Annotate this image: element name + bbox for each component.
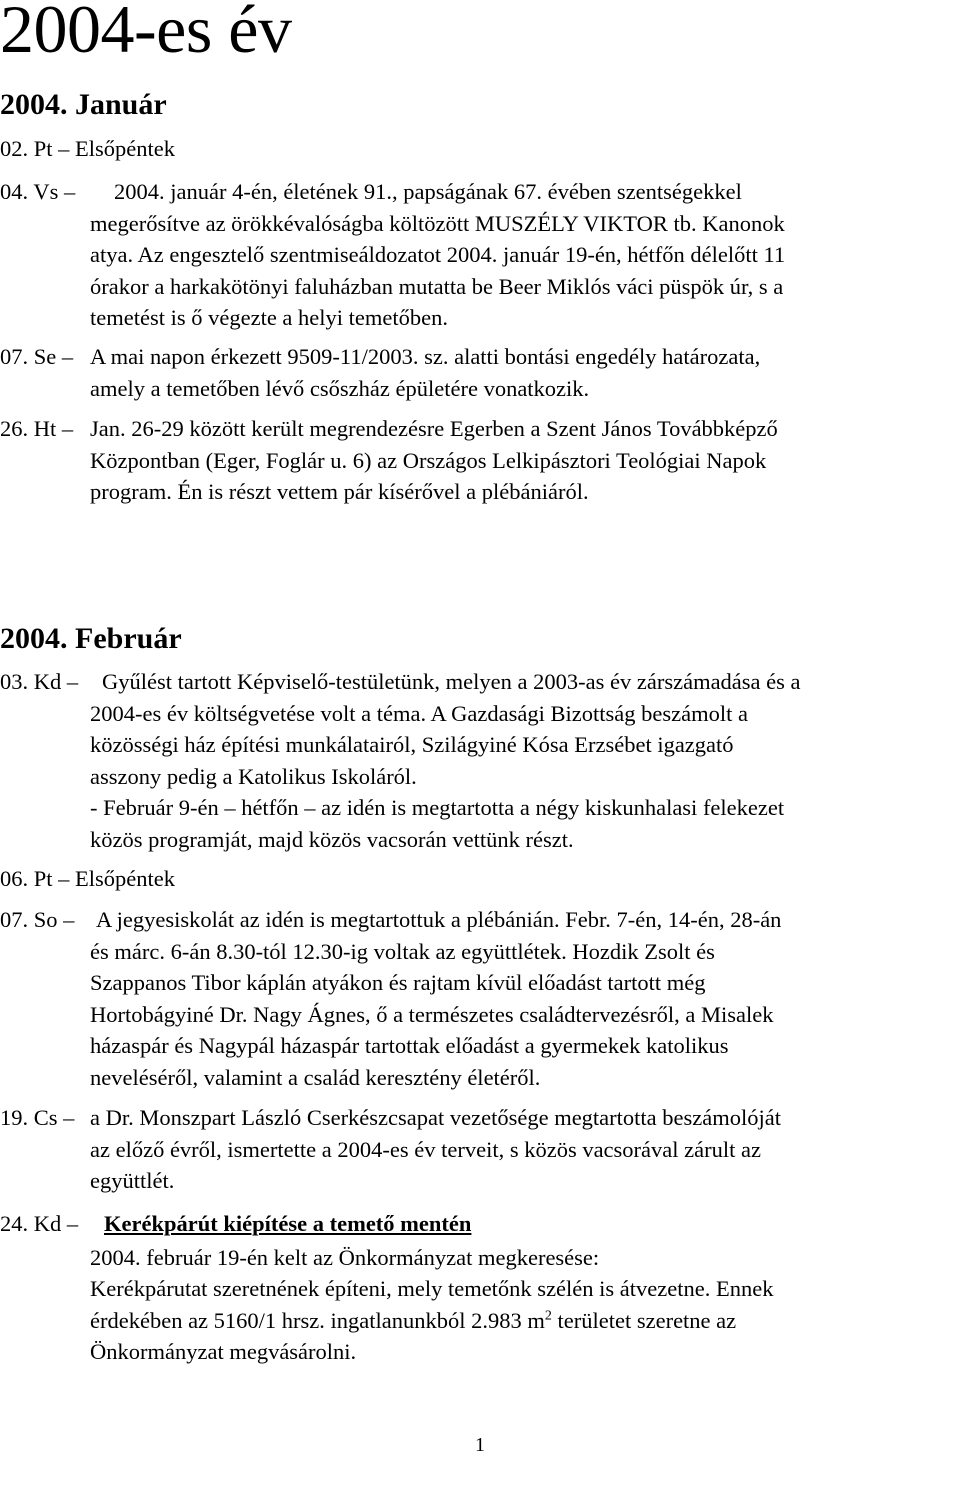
entry-line: [90, 1305, 958, 1337]
entry-date-label: 19. Cs –: [0, 1105, 81, 1130]
entry-date-label: 26. Ht –: [0, 416, 79, 441]
superscript: 2: [544, 1308, 552, 1323]
entry-feb-19: [0, 1102, 958, 1197]
entry-line: Kerékpárutat szeretnének építeni, mely temetőnk szélén is átvezetne. Ennek: [90, 1276, 774, 1301]
entry-line: 2004. január 4-én, életének 91., papságának 67. évében szentségekkel: [114, 179, 742, 204]
entry-date-label: 07. Se –: [0, 344, 79, 369]
entry-line: a Dr. Monszpart László Cserkészcsapat vezetősége megtartotta beszámolóját: [90, 1105, 781, 1130]
entry-jan-02: [0, 133, 958, 165]
entry-line: atya. Az engesztelő szentmiseáldozatot 2004. január 19-én, hétfőn délelőtt 11: [90, 242, 786, 267]
entry-feb-24: [0, 1208, 958, 1368]
entry-feb-07: [0, 904, 958, 1093]
entry-jan-04: [0, 176, 958, 334]
entry-line: 2004-es év költségvetése volt a téma. A Gazdasági Bizottság beszámolt a: [90, 700, 748, 726]
entry-line: Gyűlést tartott Képviselő-testületünk, melyen a 2003-as év zárszámadása és a: [102, 669, 801, 694]
entry-line: megerősítve az örökkévalóságba költözött MUSZÉLY VIKTOR tb. Kanonok: [90, 210, 785, 236]
entry-jan-07: [0, 341, 958, 404]
entry-line: asszony pedig a Katolikus Iskoláról.: [90, 763, 417, 789]
entry-line: - Február 9-én – hétfőn – az idén is megtartotta a négy kiskunhalasi felekezet: [90, 795, 785, 820]
entry-line: amely a temetőben lévő csőszház épületére vonatkozik.: [90, 375, 590, 401]
entry-line: és márc. 6-án 8.30-tól 12.30-ig voltak az együttlétek. Hozdik Zsolt és: [90, 938, 715, 964]
entry-text: 06. Pt – Elsőpéntek: [0, 866, 175, 891]
section-subheading: [104, 1208, 958, 1240]
entry-line: Központban (Eger, Foglár u. 6) az Országos Lelkipásztori Teológiai Napok: [90, 447, 767, 473]
entry-feb-03: [0, 666, 958, 855]
entry-line-part: területet szeretne az: [551, 1307, 737, 1333]
entry-line: együttlét.: [90, 1168, 175, 1193]
month-heading-february: 2004. Február: [0, 622, 182, 655]
entry-text: 02. Pt – Elsőpéntek: [0, 136, 175, 161]
entry-line: közösségi ház építési munkálatairól, Szilágyiné Kósa Erzsébet igazgató: [90, 732, 734, 757]
entry-line: közös programját, majd közös vacsorán vettünk részt.: [90, 826, 574, 852]
entry-line: neveléséről, valamint a család keresztény életéről.: [90, 1064, 541, 1090]
entry-date-label: 24. Kd –: [0, 1211, 84, 1236]
page-number: 1: [475, 1434, 485, 1456]
entry-line-part: érdekében az 5160/1 hrsz. ingatlanunkból 2.983 m: [90, 1307, 545, 1333]
entry-line: Szappanos Tibor káplán atyákon és rajtam kívül előadást tartott még: [90, 970, 706, 995]
entry-line: Jan. 26-29 között került megrendezésre Egerben a Szent János Továbbképző: [90, 416, 778, 441]
page-title: 2004-es év: [0, 0, 292, 67]
month-heading-january: 2004. Január: [0, 88, 167, 121]
entry-line: Önkormányzat megvásárolni.: [90, 1339, 357, 1364]
subheading-text: Kerékpárút kiépítése a temető mentén: [104, 1211, 472, 1236]
entry-line: házaspár és Nagypál házaspár tartottak előadást a gyermekek katolikus: [90, 1033, 729, 1058]
entry-line: program. Én is részt vettem pár kísérővel a plébániáról.: [90, 479, 589, 504]
entry-line: A jegyesiskolát az idén is megtartottuk a plébánián. Febr. 7-én, 14-én, 28-án: [96, 907, 782, 932]
entry-line: A mai napon érkezett 9509-11/2003. sz. alatti bontási engedély határozata,: [90, 344, 761, 369]
entry-line: temetést is ő végezte a helyi temetőben.: [90, 305, 448, 330]
entry-line: órakor a harkakötönyi faluházban mutatta be Beer Miklós váci püspök úr, s a: [90, 273, 784, 299]
entry-date-label: 07. So –: [0, 907, 81, 932]
entry-jan-26: [0, 413, 958, 508]
entry-feb-06: [0, 863, 958, 895]
entry-date-label: 04. Vs –: [0, 179, 81, 204]
entry-line: az előző évről, ismertette a 2004-es év terveit, s közös vacsorával zárult az: [90, 1136, 761, 1162]
entry-line: 2004. február 19-én kelt az Önkormányzat megkeresése:: [90, 1244, 600, 1270]
entry-line: Hortobágyiné Dr. Nagy Ágnes, ő a természetes családtervezésről, a Misalek: [90, 1001, 774, 1027]
entry-date-label: 03. Kd –: [0, 669, 84, 694]
